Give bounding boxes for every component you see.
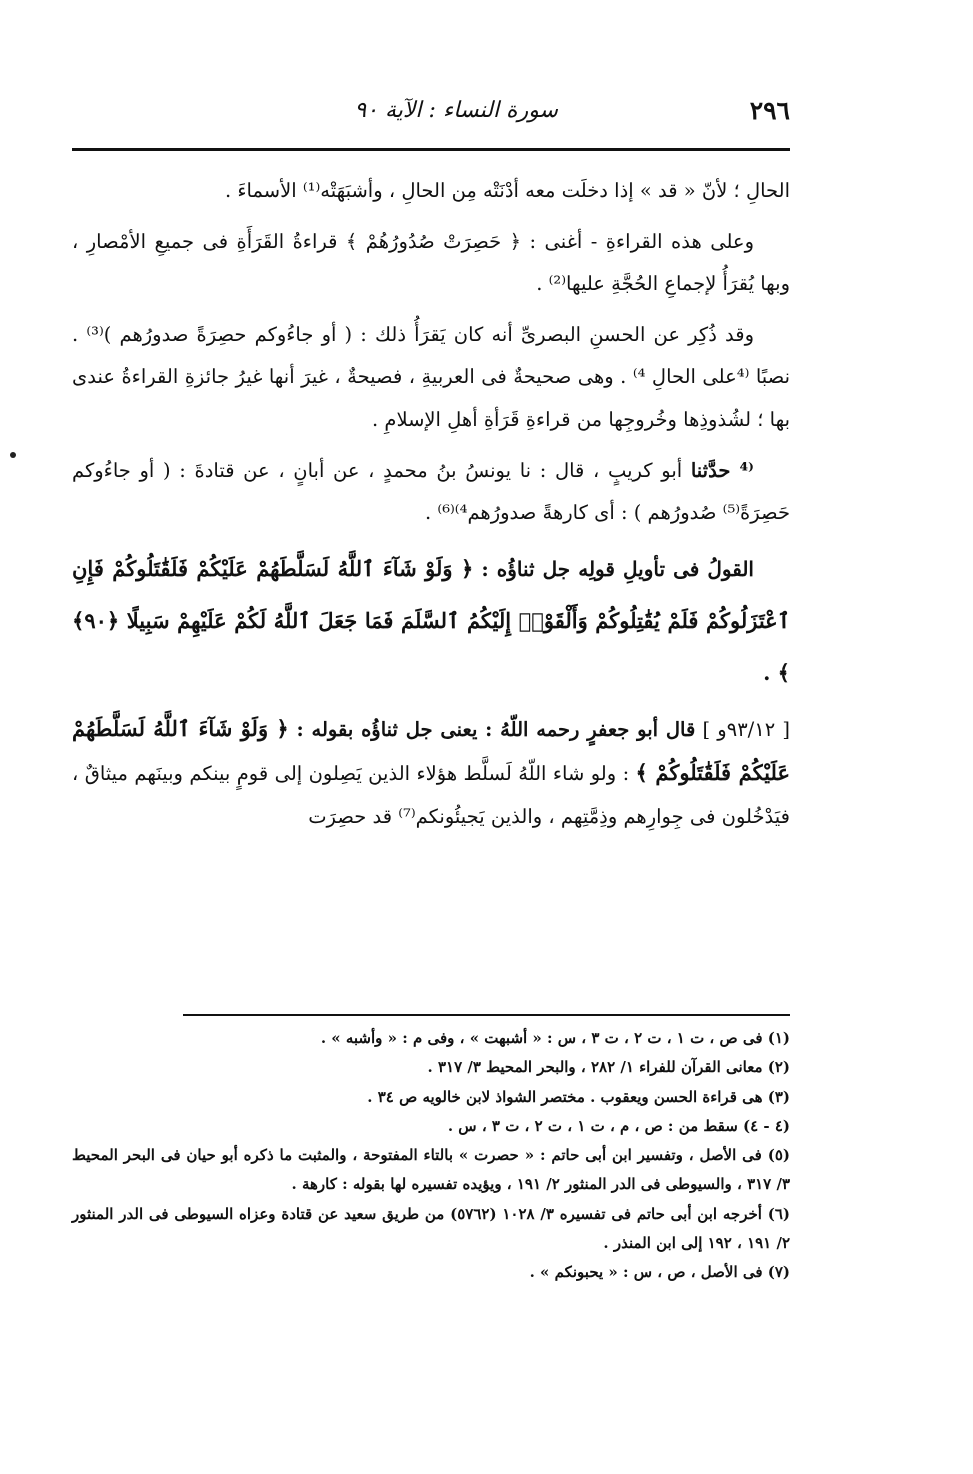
- manuscript-ref: [ ٩٣/١٢و ]: [695, 717, 791, 741]
- isnad-lead: ⁽⁴ حدَّثنا: [690, 458, 754, 482]
- section-heading: [72, 543, 790, 699]
- commentary-verse: ﴿ وَلَوْ شَآءَ ٱللَّهُ لَسَلَّطَهُمْ عَلَيْكُمْ فَلَقَٰتَلُوكُمْ ﴾: [72, 715, 790, 785]
- footnote-6: (٦) أخرجه ابن أبى حاتم فى تفسيره ٣/ ١٠٢٨ (٥٧٦٢) من طريق سعيد عن قتادة وعزاه السيوطى فى الدر المنثور ٢/ ١٩١ ، ١٩٢ إلى ابن المنذر .: [72, 1204, 790, 1253]
- footnote-3: (٣) هى قراءة الحسن ويعقوب . مختصر الشواذ لابن خالويه ص ٣٤ .: [367, 1087, 790, 1106]
- page-header: [72, 96, 790, 146]
- commentary-lead: قال أبو جعفرٍ رحمه اللّهُ : يعنى جل ثناؤُه بقوله :: [288, 717, 696, 741]
- heading-lead: القولُ فى تأويلِ قولِه جل ثناؤُه :: [473, 556, 754, 581]
- footnote-rule: [183, 1014, 790, 1016]
- footnote-4: (٤ - ٤) سقط من : ص ، م ، ت ١ ، ت ٢ ، ت ٣ ، س .: [447, 1116, 790, 1135]
- paragraph-commentary: [72, 707, 790, 838]
- isnad-text: أبو كريبٍ ، قال : نا يونسُ بنُ محمدٍ ، عن أبانٍ ، عن قتادةَ : ( أو جاءُوكم حَصِرَةً⁽⁵⁾ صُدورُهم ) : أى كارهةً صدورُهم⁴⁾⁽⁶⁾ .: [72, 458, 790, 525]
- main-text: [72, 170, 790, 846]
- footnote-5: (٥) فى الأصل ، وتفسير ابن أبى حاتم : « حصرت » بالتاء المفتوحة ، والمثبت ما ذكره أبو حيان فى البحر المحيط ٣/ ٣١٧ ، والسيوطى فى الدر المنثور ٢/ ١٩١ ، ويؤيده تفسيره لها بقوله : كارهة .: [72, 1146, 790, 1194]
- commentary-text: : ولو شاء اللّهُ لَسلَّط هؤلاء الذين يَصِلون إلى قومٍ بينكم وبينَهم ميثاقٌ ، فيَدْخُلون فى جِوارِهم وذِمَّتِهم ، والذين يَجيئُونكم⁽⁷⁾ قد حصِرَت: [72, 761, 790, 828]
- paragraph-isnad: [72, 450, 790, 535]
- running-head: سورة النساء : الآية ٩٠: [354, 98, 558, 123]
- footnote-1: (١) فى ص ، ت ١ ، ت ٢ ، ت ٣ ، س : « أشبهت » ، وفى م : « وأشبه » .: [320, 1029, 790, 1047]
- paragraph-continuation: الحالِ ؛ لأنّ « قد » إذا دخلَت معه أدْنَتْه مِن الحالِ ، وأشبَهَتْه⁽¹⁾ الأسماءَ .: [224, 179, 790, 202]
- paragraph-hasan-reading: وقد ذُكِر عن الحسنِ البصرىِّ أنه كان يَقرَأُ ذلك : ( أو جاءُوكم حصِرَةً صدورُهم )⁽³⁾ . نصبًا ⁽⁴على الحالِ ⁴⁾ . وهى صحيحةٌ فى العربيةِ ، فصيحةٌ ، غيرَ أنها غيرُ جائزةِ القراءةُ عندى بها ؛ لشُذوذِها وخُروجِها من قراءةِ قَرَأةِ أهلِ الإسلامِ .: [72, 322, 790, 431]
- header-rule: [72, 148, 790, 151]
- heading-verse: ﴿ وَلَوْ شَآءَ ٱللَّهُ لَسَلَّطَهُمْ عَلَيْكُمْ فَلَقَٰتَلُوكُمْ فَإِنِ ٱعْتَزَلُوكُمْ فَلَمْ يُقَٰتِلُوكُمْ وَأَلْقَوْا۟ إِلَيْكُمُ ٱلسَّلَمَ فَمَا جَعَلَ ٱللَّهُ لَكُمْ عَلَيْهِمْ سَبِيلًا ﴿٩٠﴾ ﴾ .: [72, 555, 790, 685]
- footnotes: [72, 1024, 790, 1288]
- margin-mark: [10, 452, 16, 458]
- footnote-2: (٢) معانى القرآن للفراء ١/ ٢٨٢ ، والبحر المحيط ٣/ ٣١٧ .: [427, 1058, 790, 1077]
- page-number: ٢٩٦: [749, 96, 790, 125]
- footnote-7: (٧) فى الأصل ، ص ، س : « يحبونكم » .: [529, 1263, 790, 1282]
- paragraph-reading: وعلى هذه القراءةِ - أغنى : ﴿ حَصِرَتْ صُدُورُهُمْ ﴾ قراءةُ القَرَأَةِ فى جميعِ الأمْصارِ ، وبها يُقرَأُ لإجماعِ الحُجَّةِ عليها⁽²⁾ .: [72, 229, 790, 296]
